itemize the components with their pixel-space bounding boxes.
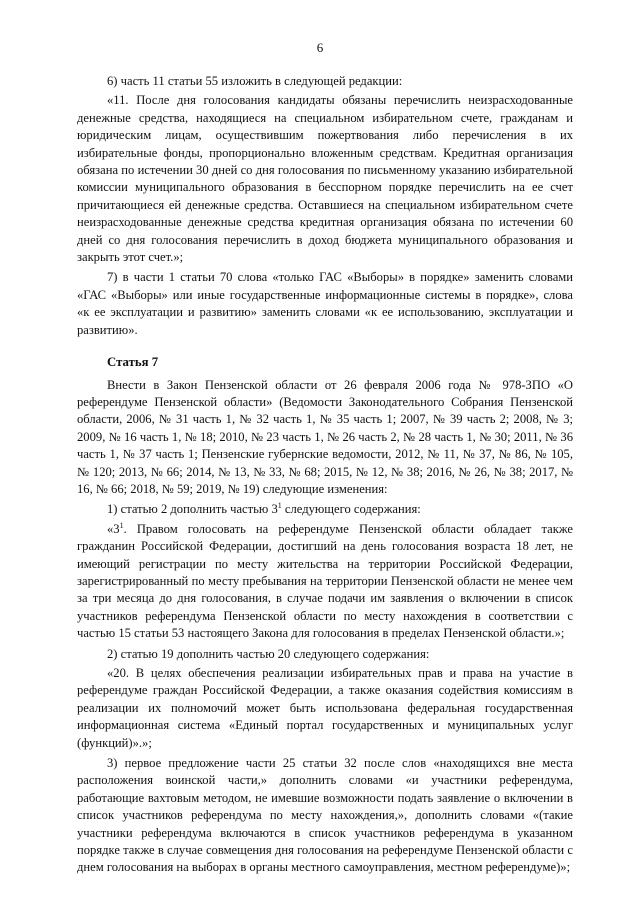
paragraph-item-7: 7) в части 1 статьи 70 слова «только ГАС «Выборы» в порядке» заменить словами «ГАС «Выборы» или иные государственные информационные системы в порядке», слова «к ее эксплуатации и развитию» заменить словами «к ее использованию, эксплуатации и развитию».	[77, 270, 573, 337]
paragraph-item-2: 2) статью 19 дополнить частью 20 следующего содержания:	[107, 646, 430, 661]
quote-3-1-body: . Правом голосовать на референдуме Пензенской области обладает также гражданин Российской Федерации, достигший на день голосования возраста 18 лет, не имеющий регистрации по месту жительства на территории Российской Федерации, зарегистрированный по месту пребывания на территории Пензенской области не менее чем за три месяца до дня голосования, в случае подачи им заявления о включении в список участников референдума Пензенской области по месту нахождения в соответствии с частью 15 статьи 53 настоящего Закона для голосования в пределах Пензенской области.»;	[77, 521, 573, 641]
article-heading: Статья 7	[107, 355, 159, 370]
paragraph-quote-part-3-1	[77, 521, 573, 643]
paragraph-quote-part-20: «20. В целях обеспечения реализации избирательных прав и права на участие в референдуме граждан Российской Федерации, а также оказания содействия комиссиям в реализации их полномочий может быть использована федеральная государственная информационная система «Единый портал государственных и муниципальных услуг (функций)».»;	[77, 666, 573, 750]
item-1-text-end: следующего содержания:	[281, 502, 421, 517]
paragraph-item-6: 6) часть 11 статьи 55 изложить в следующей редакции:	[107, 74, 403, 88]
document-body	[77, 73, 573, 880]
superscript: 1	[119, 520, 124, 530]
quote-3-1-start: «3	[107, 521, 120, 536]
paragraph-item-3: 3) первое предложение части 25 статьи 32 после слов «находящихся вне места расположения воинской части,» дополнить словами «и участники референдума, работающие вахтовым методом, не имевшие возможности подать заявление о включении в список участников референдума по месту нахождения,», дополнить словами «(такие участники референдума включаются в список участников референдума в указанном порядке также в случае совмещения дня голосования на референдуме Пензенской области с днем голосования на выборах в органы местного самоуправления, местном референдуме)»;	[77, 756, 573, 875]
paragraph-quote-part-11: «11. После дня голосования кандидаты обязаны перечислить неизрасходованные денежные средства, находящиеся на специальном избирательном счете, гражданам и юридическим лицам, осуществившим пожертвования либо перечисления в их избирательные фонды, пропорционально вложенным средствам. Кредитная организация обязана по истечении 30 дней со дня голосования по письменному указанию избирательной комиссии муниципального образования в бесспорном порядке перечислить на ее счет причитающиеся ей денежные средства. Оставшиеся на специальном избирательном счете неизрасходованные денежные средства кредитная организация обязана по истечении 60 дней со дня голосования перечислить в доход бюджета муниципального образования и закрыть этот счет.»;	[77, 93, 573, 265]
paragraph-article-intro: Внести в Закон Пензенской области от 26 февраля 2006 года № 978-ЗПО «О референдуме Пензенской области» (Ведомости Законодательного Собрания Пензенской области, 2006, № 31 часть 1, № 32 часть 1, № 35 часть 1; 2007, № 39 часть 2; 2008, № 3; 2009, № 16 часть 1, № 18; 2010, № 23 часть 1, № 26 часть 2, № 28 часть 1, № 30; 2011, № 36 часть 1, № 37 часть 1; Пензенские губернские ведомости, 2012, № 11, № 37, № 86, № 105, № 120; 2013, № 66; 2014, № 13, № 33, № 68; 2015, № 12, № 38; 2016, № 26, № 38; 2017, № 16, № 66; 2018, № 59; 2019, № 19) следующие изменения:	[77, 377, 573, 496]
paragraph-item-1	[77, 501, 573, 518]
superscript: 1	[277, 501, 282, 511]
item-1-text-start: 1) статью 2 дополнить частью 3	[107, 502, 278, 517]
page-number: 6	[316, 40, 324, 55]
